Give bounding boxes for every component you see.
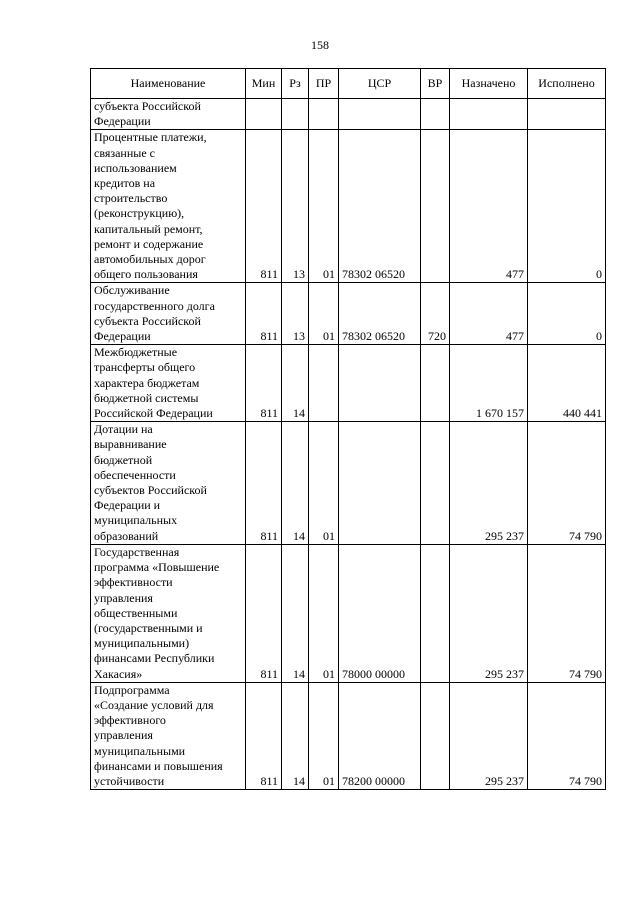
cell-rz: 14 (282, 544, 309, 682)
cell-min: 811 (246, 544, 282, 682)
table-row (91, 422, 606, 545)
cell-pr: 01 (309, 130, 339, 283)
cell-rz (282, 99, 309, 130)
cell-vr (421, 422, 450, 545)
cell-pr: 01 (309, 422, 339, 545)
cell-csr (339, 345, 421, 422)
cell-name: Подпрограмма «Создание условий для эффективного управления муниципальными финансами и повышения устойчивости (91, 682, 246, 789)
cell-csr: 78200 00000 (339, 682, 421, 789)
cell-name: Процентные платежи, связанные с использованием кредитов на строительство (реконструкцию), капитальный ремонт, ремонт и содержание автомобильных дорог общего пользования (91, 130, 246, 283)
header-executed: Исполнено (528, 69, 606, 99)
table-row (91, 345, 606, 422)
cell-rz: 14 (282, 345, 309, 422)
cell-pr: 01 (309, 682, 339, 789)
table-row (91, 682, 606, 789)
cell-vr: 720 (421, 283, 450, 345)
cell-assigned: 295 237 (450, 682, 528, 789)
cell-vr (421, 99, 450, 130)
cell-rz: 14 (282, 682, 309, 789)
cell-csr (339, 99, 421, 130)
cell-executed: 74 790 (528, 682, 606, 789)
cell-min: 811 (246, 130, 282, 283)
cell-executed: 440 441 (528, 345, 606, 422)
cell-min: 811 (246, 283, 282, 345)
cell-executed: 74 790 (528, 544, 606, 682)
cell-vr (421, 544, 450, 682)
cell-assigned: 295 237 (450, 422, 528, 545)
table-row (91, 544, 606, 682)
cell-csr: 78302 06520 (339, 283, 421, 345)
cell-csr: 78000 00000 (339, 544, 421, 682)
cell-assigned: 477 (450, 130, 528, 283)
table-header-row (91, 69, 606, 99)
header-min: Мин (246, 69, 282, 99)
cell-executed: 0 (528, 283, 606, 345)
cell-min: 811 (246, 682, 282, 789)
cell-csr (339, 422, 421, 545)
cell-rz: 13 (282, 283, 309, 345)
cell-csr: 78302 06520 (339, 130, 421, 283)
page-number: 158 (311, 38, 329, 52)
cell-rz: 14 (282, 422, 309, 545)
cell-min: 811 (246, 345, 282, 422)
header-name: Наименование (91, 69, 246, 99)
header-assigned: Назначено (450, 69, 528, 99)
header-rz: Рз (282, 69, 309, 99)
cell-executed: 0 (528, 130, 606, 283)
cell-min (246, 99, 282, 130)
cell-pr (309, 345, 339, 422)
cell-pr: 01 (309, 283, 339, 345)
cell-name: субъекта Российской Федерации (91, 99, 246, 130)
cell-name: Обслуживание государственного долга субъекта Российской Федерации (91, 283, 246, 345)
cell-pr: 01 (309, 544, 339, 682)
header-pr: ПР (309, 69, 339, 99)
cell-assigned: 477 (450, 283, 528, 345)
cell-executed: 74 790 (528, 422, 606, 545)
cell-executed (528, 99, 606, 130)
cell-assigned (450, 99, 528, 130)
cell-rz: 13 (282, 130, 309, 283)
cell-vr (421, 345, 450, 422)
cell-vr (421, 682, 450, 789)
cell-name: Государственная программа «Повышение эффективности управления общественными (государственными и муниципальными) финансами Республики Хакасия» (91, 544, 246, 682)
cell-vr (421, 130, 450, 283)
cell-pr (309, 99, 339, 130)
cell-name: Дотации на выравнивание бюджетной обеспеченности субъектов Российской Федерации и муниципальных образований (91, 422, 246, 545)
cell-name: Межбюджетные трансферты общего характера бюджетам бюджетной системы Российской Федерации (91, 345, 246, 422)
header-vr: ВР (421, 69, 450, 99)
cell-assigned: 1 670 157 (450, 345, 528, 422)
table-row (91, 130, 606, 283)
table-row (91, 99, 606, 130)
header-csr: ЦСР (339, 69, 421, 99)
budget-table (90, 68, 606, 790)
cell-assigned: 295 237 (450, 544, 528, 682)
cell-min: 811 (246, 422, 282, 545)
table-row (91, 283, 606, 345)
